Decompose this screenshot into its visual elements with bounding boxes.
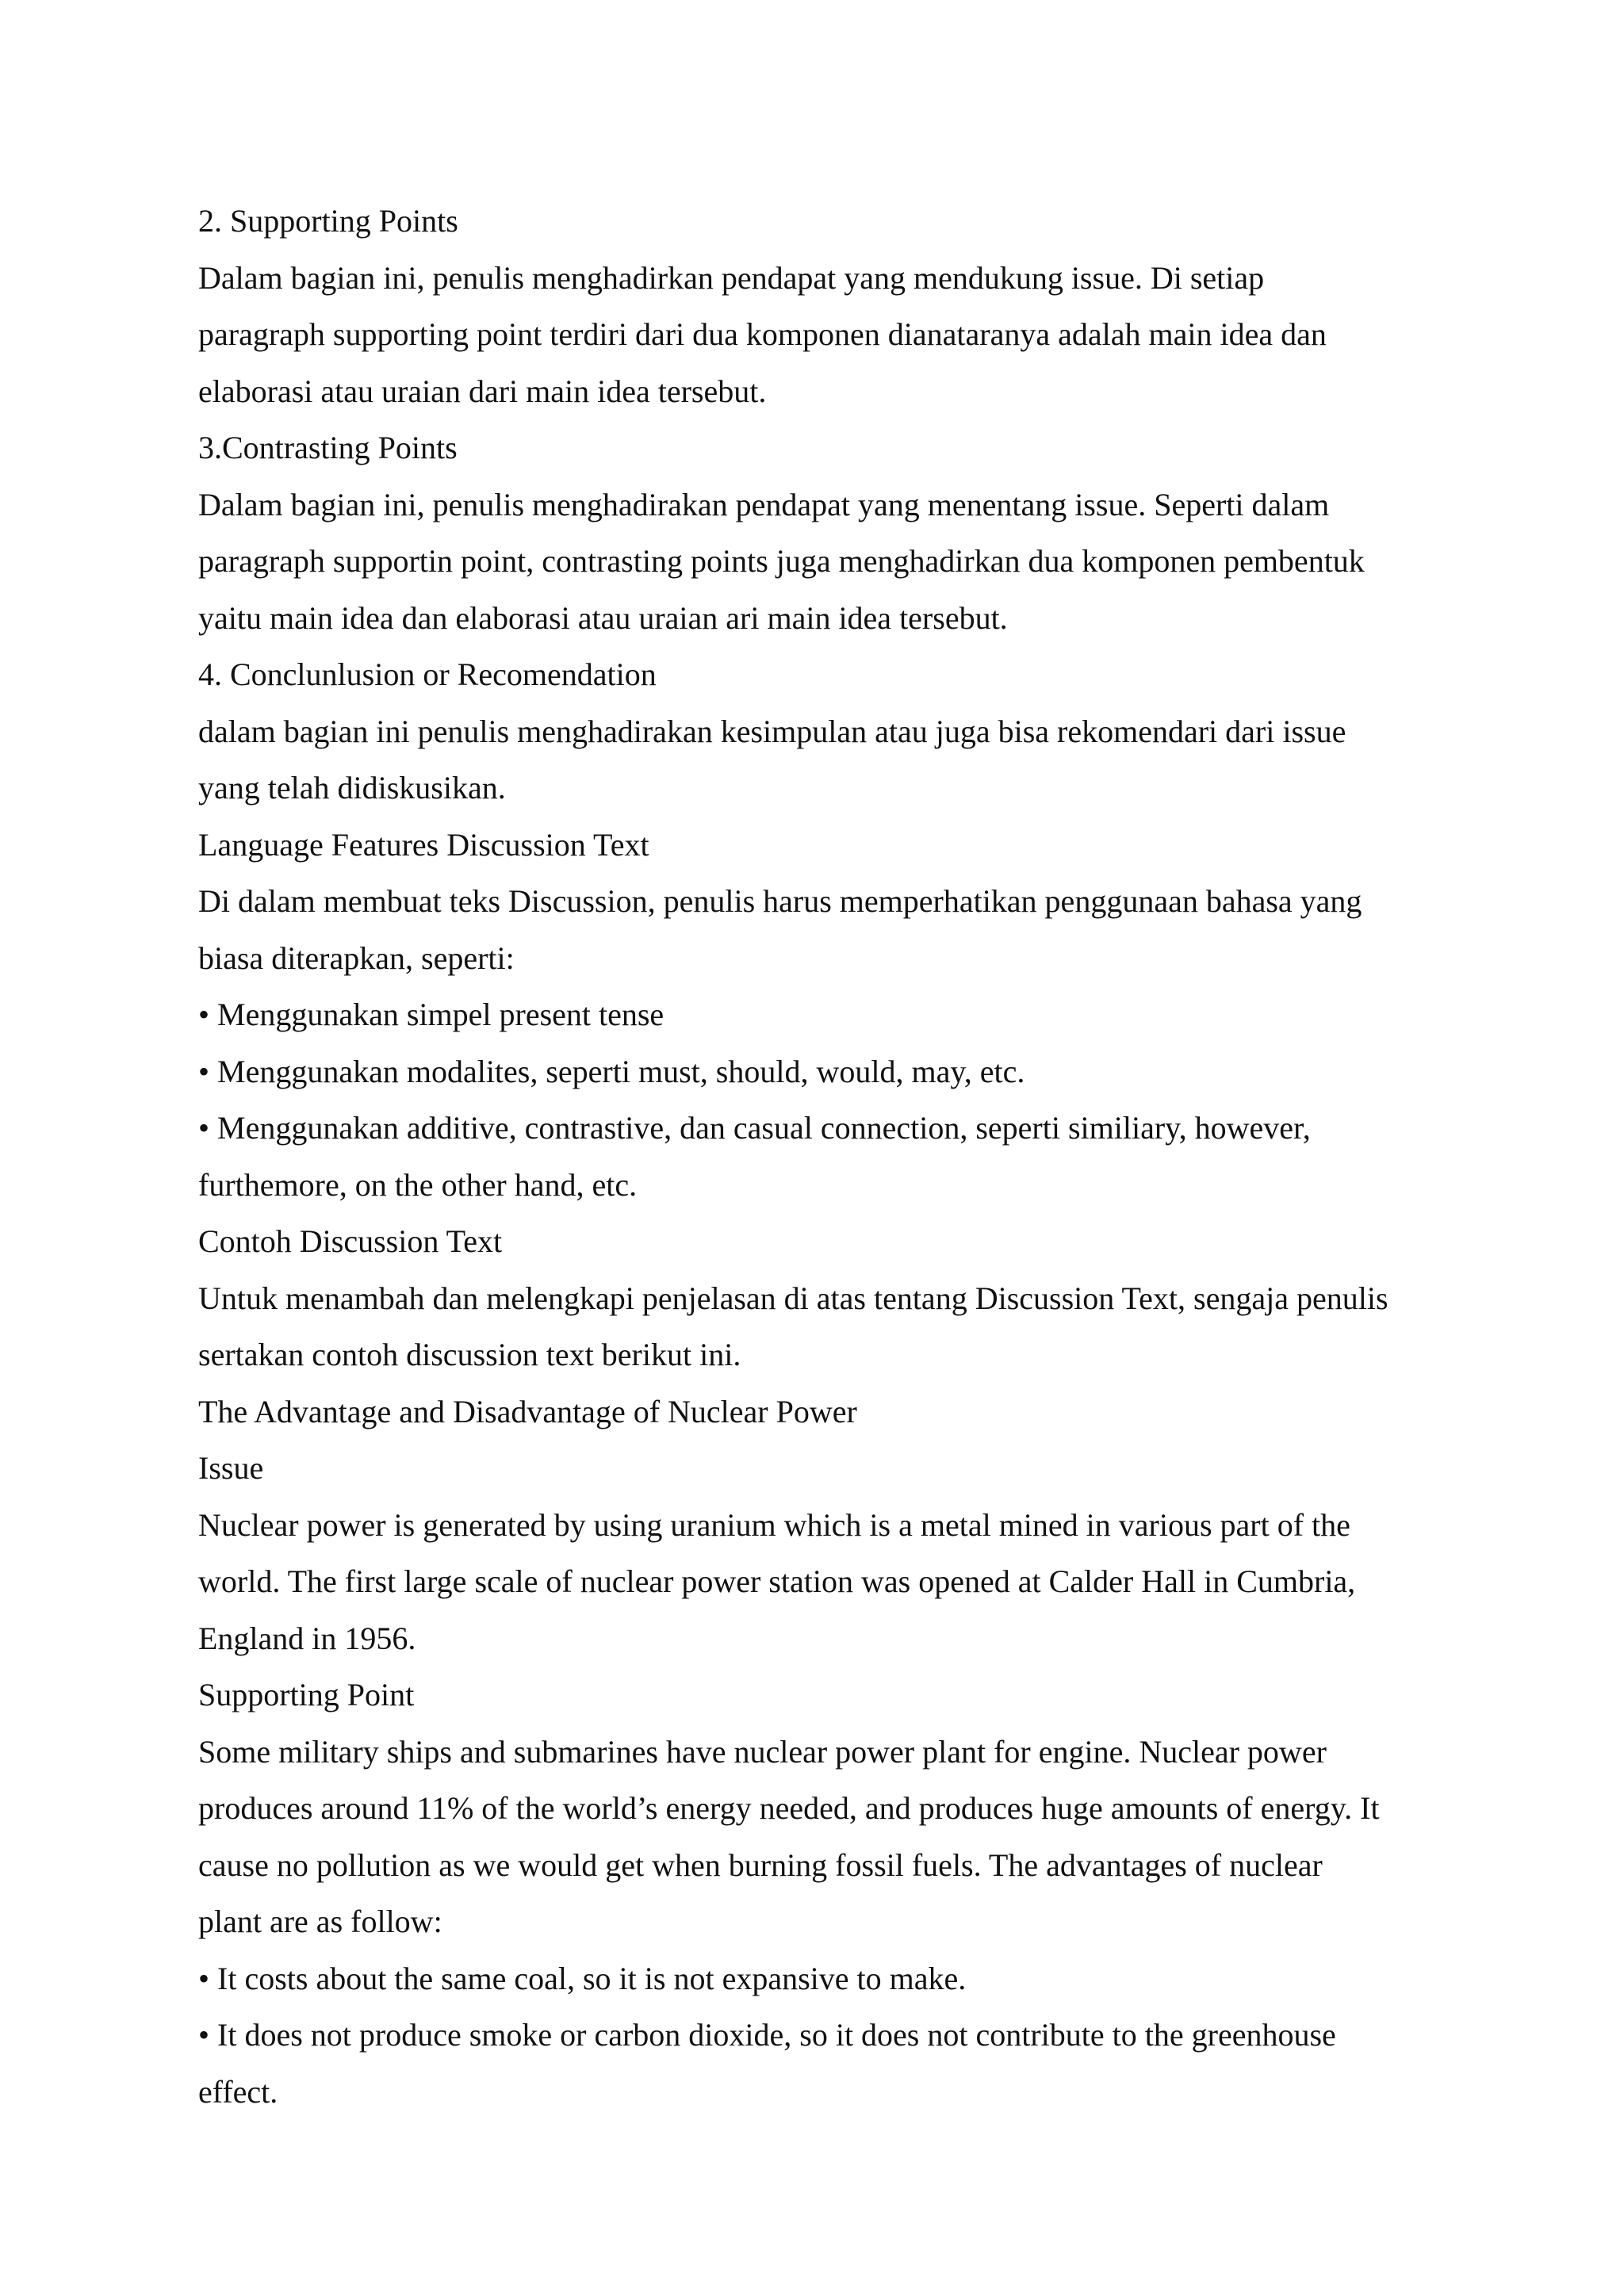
heading-contoh-discussion: Contoh Discussion Text: [198, 1223, 503, 1259]
heading-supporting-points: 2. Supporting Points: [198, 203, 458, 239]
paragraph-line: Nuclear power is generated by using uranium which is a metal mined in various part of the: [198, 1506, 1350, 1543]
paragraph-line: Di dalam membuat teks Discussion, penulis harus memperhatikan penggunaan bahasa yang: [198, 883, 1362, 919]
bullet-item: • It costs about the same coal, so it is not expansive to make.: [198, 1960, 967, 1996]
bullet-item: • Menggunakan simpel present tense: [198, 997, 665, 1032]
paragraph-line: Dalam bagian ini, penulis menghadirakan pendapat yang menentang issue. Seperti dalam: [198, 486, 1330, 522]
paragraph-line: biasa diterapkan, seperti:: [198, 939, 515, 976]
document-page: [198, 193, 1435, 2120]
paragraph-line: sertakan contoh discussion text berikut ini.: [198, 1337, 741, 1372]
paragraph-line: Untuk menambah dan melengkapi penjelasan di atas tentang Discussion Text, sengaja penulis: [198, 1280, 1388, 1316]
heading-language-features: Language Features Discussion Text: [198, 826, 649, 863]
bullet-item: • It does not produce smoke or carbon dioxide, so it does not contribute to the greenhouse: [198, 2017, 1336, 2053]
heading-issue: Issue: [198, 1450, 264, 1486]
paragraph-line: England in 1956.: [198, 1620, 416, 1656]
paragraph-line: yaitu main idea dan elaborasi atau uraian ari main idea tersebut.: [198, 599, 1008, 636]
bullet-item-continuation: furthemore, on the other hand, etc.: [198, 1166, 638, 1203]
paragraph-line: dalam bagian ini penulis menghadirakan kesimpulan atau juga bisa rekomendari dari issue: [198, 713, 1346, 749]
bullet-item-continuation: effect.: [198, 2073, 278, 2110]
bullet-item: • Menggunakan modalites, seperti must, should, would, may, etc.: [198, 1053, 1025, 1089]
paragraph-line: elaborasi atau uraian dari main idea tersebut.: [198, 373, 767, 409]
paragraph-line: yang telah didiskusikan.: [198, 770, 506, 806]
paragraph-line: paragraph supporting point terdiri dari dua komponen dianataranya adalah main idea dan: [198, 316, 1327, 352]
paragraph-line: Dalam bagian ini, penulis menghadirkan pendapat yang mendukung issue. Di setiap: [198, 259, 1265, 296]
paragraph-line: plant are as follow:: [198, 1904, 442, 1939]
heading-conclusion: 4. Conclunlusion or Recomendation: [198, 656, 657, 692]
heading-contrasting-points: 3.Contrasting Points: [198, 430, 458, 465]
paragraph-line: cause no pollution as we would get when burning fossil fuels. The advantages of nuclear: [198, 1846, 1323, 1883]
paragraph-line: produces around 11% of the world’s energy needed, and produces huge amounts of energy. It: [198, 1790, 1380, 1826]
paragraph-line: paragraph supportin point, contrasting points juga menghadirkan dua komponen pembentuk: [198, 543, 1365, 579]
paragraph-line: world. The first large scale of nuclear power station was opened at Calder Hall in Cumbria,: [198, 1563, 1356, 1599]
paragraph-line: Some military ships and submarines have nuclear power plant for engine. Nuclear power: [198, 1733, 1327, 1770]
example-title: The Advantage and Disadvantage of Nuclear Power: [198, 1393, 857, 1429]
bullet-item: • Menggunakan additive, contrastive, dan casual connection, seperti similiary, however,: [198, 1110, 1311, 1146]
heading-supporting-point: Supporting Point: [198, 1677, 415, 1712]
